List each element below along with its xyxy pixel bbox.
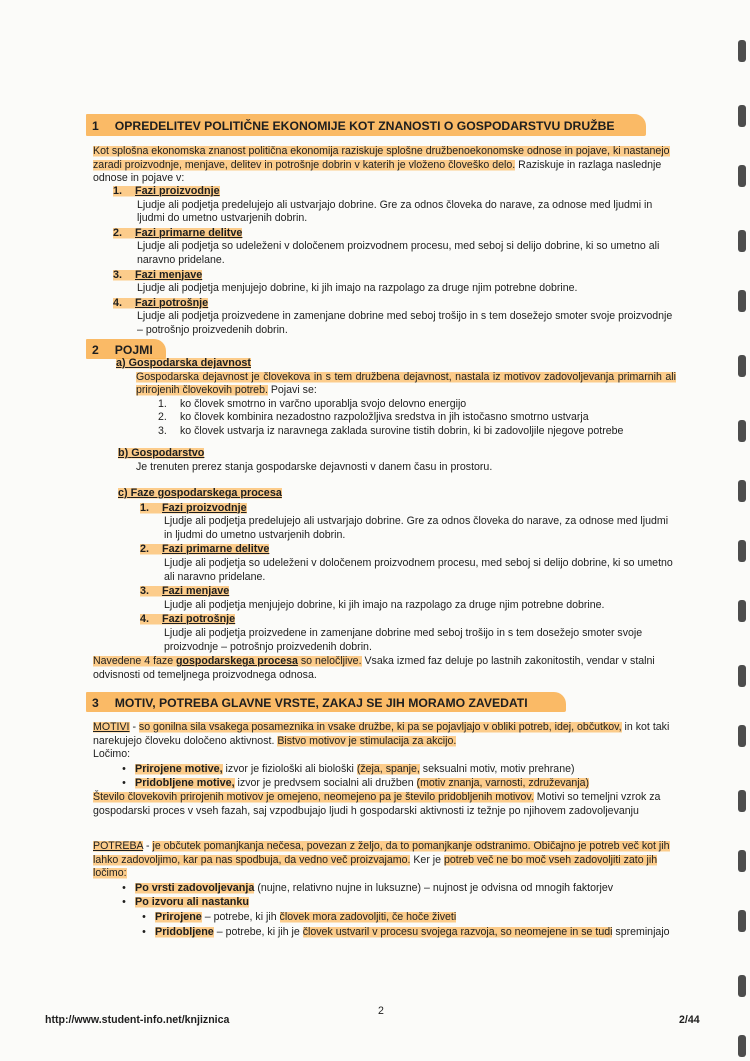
motivi-paragraph: MOTIVI - so gonilna sila vsakega posameznika in vsake družbe, ki pa se pojavljajo v obliki potreb, idej, občutkov, in kot taki narekujejo človeku določeno aktivnost. Bistvo motivov je stimulacija za akcijo. Ločimo: • Prirojene motive, izvor je fiziološki ali biološki (žeja, spanje, seksualni motiv, motiv prehrane) • Pridobljene motive, izvor je predvsem socialni ali družben (motiv znanja, varnosti, združevanja) Število človekovih prirojenih motivov je omejeno, neomejeno pa je število pridobljenih motivov. Motivi so temeljni vzrok za gospodarski proces v vseh fazah, saj vzpodbujajo ljudi h gospodarski aktivnosti iz težnje po njihovem zadovoljevanju [93, 721, 673, 818]
punch-hole [738, 790, 746, 812]
section-number: 2 [92, 343, 99, 357]
bullet-item: • Po izvoru ali nastanku [122, 896, 249, 909]
section-1-heading [92, 116, 692, 136]
subsection-heading: b) Gospodarstvo [118, 447, 205, 459]
punch-hole [738, 355, 746, 377]
page-number-right: 2/44 [679, 1014, 700, 1026]
item-heading: 2. Fazi primarne delitve [113, 226, 243, 239]
locimo-label: Ločimo: [93, 748, 131, 761]
potreba-bullets [93, 881, 673, 939]
punch-hole [738, 165, 746, 187]
section-2a [116, 356, 676, 439]
potreba-paragraph: POTREBA - je občutek pomanjkanja nečesa, povezan z željo, da to pomanjkanje odstranimo. Običajno je potreb več kot jih lahko zadovoljimo, kar pa nas spodbuja, da vedno več proizvajamo. Ker je potreb več ne bo moč vseh zadovoljiti zato jih ločimo: • Po vrsti zadovoljevanja (nujne, relativno nujne in luksuzne) – nujnost je odvisna od mnogih faktorjev • Po izvoru ali nastanku • Prirojene – potrebe, ki jih človek mora zadovoljiti, če hoče živeti • Pridobljene – potrebe, ki jih je človek ustvaril v procesu svojega razvoja, so neomejene in se tudi spreminjajo [93, 840, 673, 939]
list-item: 2. Fazi primarne delitve Ljudje ali podjetja so udeleženi v določenem proizvodnem procesu, med seboj si delijo dobrine, ki so umetno ali naravno pridelane. [140, 543, 673, 583]
list-item: 1. ko človek smotrno in varčno uporablja svojo delovno energijo [158, 397, 467, 410]
intro-highlight: Kot splošna ekonomska znanost politična ekonomija raziskuje splošne družbenoekonomske odnose in pojave, ki nastanejo zaradi proizvodnje, menjave, delitev in potrošnje dobrin v katerih je vloženo človeško delo. [93, 145, 670, 171]
section-2-closing: Navedene 4 faze gospodarskega procesa so neločljive. Vsaka izmed faz deluje po lastnih zakonitostih, vendar v stalni odvisnosti od temeljnega proizvodnega odnosa. [93, 655, 655, 681]
section-1-intro [93, 145, 671, 186]
bullet-item: • Pridobljene motive, izvor je predvsem socialni ali družben (motiv znanja, varnosti, združevanja) [122, 777, 590, 790]
potreba-label: POTREBA [93, 840, 144, 852]
punch-hole [738, 40, 746, 62]
list-item [113, 184, 673, 226]
section-title: OPREDELITEV POLITIČNE EKONOMIJE KOT ZNANOSTI O GOSPODARSTVU DRUŽBE [114, 119, 615, 133]
section-1-list [113, 184, 673, 338]
punch-hole [738, 290, 746, 312]
subsection-body: Gospodarska dejavnost je človekova in s tem družbena dejavnost, nastala iz motivov zadovoljevanja primarnih ali prirojenih človekovih potreb. Pojavi se: [136, 370, 676, 397]
punch-hole [738, 540, 746, 562]
bullet-item: • Pridobljene – potrebe, ki jih je človek ustvaril v procesu svojega razvoja, so neomejene in se tudi spreminjajo [142, 925, 670, 938]
item-heading: 4. Fazi potrošnje [113, 296, 209, 309]
punch-hole [738, 420, 746, 442]
page-number-center: 2 [378, 1005, 384, 1017]
punch-hole [738, 910, 746, 932]
bullet-item: • Prirojene – potrebe, ki jih človek mora zadovoljiti, če hoče živeti [142, 910, 457, 923]
footer-url[interactable]: http://www.student-info.net/knjiznica [45, 1014, 230, 1026]
motivi-bullets [93, 762, 673, 791]
item-body: Ljudje ali podjetja menjujejo dobrine, ki jih imajo na razpolago za druge njim potrebne dobrine. [137, 282, 578, 295]
bullet-item: • Prirojene motive, izvor je fiziološki ali biološki (žeja, spanje, seksualni motiv, motiv prehrane) [122, 762, 575, 775]
item-body: Ljudje ali podjetja so udeleženi v določenem proizvodnem procesu, med seboj si delijo dobrine, ki so umetno ali naravno pridelane. [137, 240, 660, 266]
punch-hole [738, 975, 746, 997]
list-item: 1. Fazi proizvodnje Ljudje ali podjetja predelujejo ali ustvarjajo dobrine. Gre za odnos človeka do narave, za odnose med ljudmi in ljudmi do umetno ustvarjenih dobrin. [140, 501, 669, 541]
punch-hole [738, 105, 746, 127]
list-item [113, 296, 673, 338]
punch-hole [738, 725, 746, 747]
punch-hole [738, 600, 746, 622]
sub-bullets [113, 910, 673, 939]
section-2c [118, 486, 674, 654]
punch-hole [738, 665, 746, 687]
list-item [113, 226, 673, 268]
item-heading: 1. Fazi proizvodnje [113, 185, 220, 197]
bullet-item: • Po vrsti zadovoljevanja (nujne, relativno nujne in luksuzne) – nujnost je odvisna od mnogih faktorjev [122, 881, 614, 894]
numbered-list [116, 398, 676, 439]
phase-list [118, 501, 674, 655]
section-3-heading [92, 693, 692, 713]
motivi-label: MOTIVI [93, 721, 130, 733]
subsection-heading: a) Gospodarska dejavnost [116, 357, 252, 369]
list-item: 3. Fazi menjave Ljudje ali podjetja menjujejo dobrine, ki jih imajo na razpolago za druge njim potrebne dobrine. [140, 585, 605, 611]
punch-hole [738, 480, 746, 502]
section-2b [118, 446, 678, 474]
item-heading: 3. Fazi menjave [113, 268, 203, 281]
section-title: MOTIV, POTREBA GLAVNE VRSTE, ZAKAJ SE JIH MORAMO ZAVEDATI [114, 696, 528, 710]
section-title: POJMI [114, 343, 153, 357]
intro-text: Raziskuje in razlaga naslednje odnose in pojave v: [93, 158, 662, 185]
punch-hole [738, 230, 746, 252]
list-item [113, 268, 673, 296]
list-item: 2. ko človek kombinira nezadostno razpoložljiva sredstva in jih istočasno smotrno ustvarja [158, 411, 589, 424]
punch-hole [738, 1035, 746, 1057]
item-body: Ljudje ali podjetja predelujejo ali ustvarjajo dobrine. Gre za odnos človeka do narave, za odnose med ljudmi in ljudmi do umetno ustvarjenih dobrin. [137, 198, 653, 225]
punch-hole [738, 850, 746, 872]
list-item: 3. ko človek ustvarja iz naravnega zaklada surovine tistih dobrin, ki bi zadovoljile njegove potrebe [158, 424, 624, 437]
section-number: 3 [92, 696, 99, 710]
subsection-heading: c) Faze gospodarskega procesa [118, 487, 282, 499]
subsection-body: Je trenuten prerez stanja gospodarske dejavnosti v danem času in prostoru. [136, 460, 493, 473]
section-number: 1 [92, 119, 99, 133]
stevilo-paragraph: Število človekovih prirojenih motivov je omejeno, neomejeno pa je število pridobljenih motivov. Motivi so temeljni vzrok za gospodarski proces v vseh fazah, saj vzpodbujajo ljudi h gospodarski aktivnosti iz težnje po njihovem zadovoljevanju [93, 790, 661, 817]
list-item: 4. Fazi potrošnje Ljudje ali podjetja proizvedene in zamenjane dobrine med seboj trošijo in s tem dosežejo smoter svoje proizvodnje – potrošnjo proizvedenih dobrin. [140, 613, 643, 653]
item-body: Ljudje ali podjetja proizvedene in zamenjane dobrine med seboj trošijo in s tem dosežejo smoter svoje proizvodnje – potrošnjo proizvedenih dobrin. [137, 310, 673, 336]
